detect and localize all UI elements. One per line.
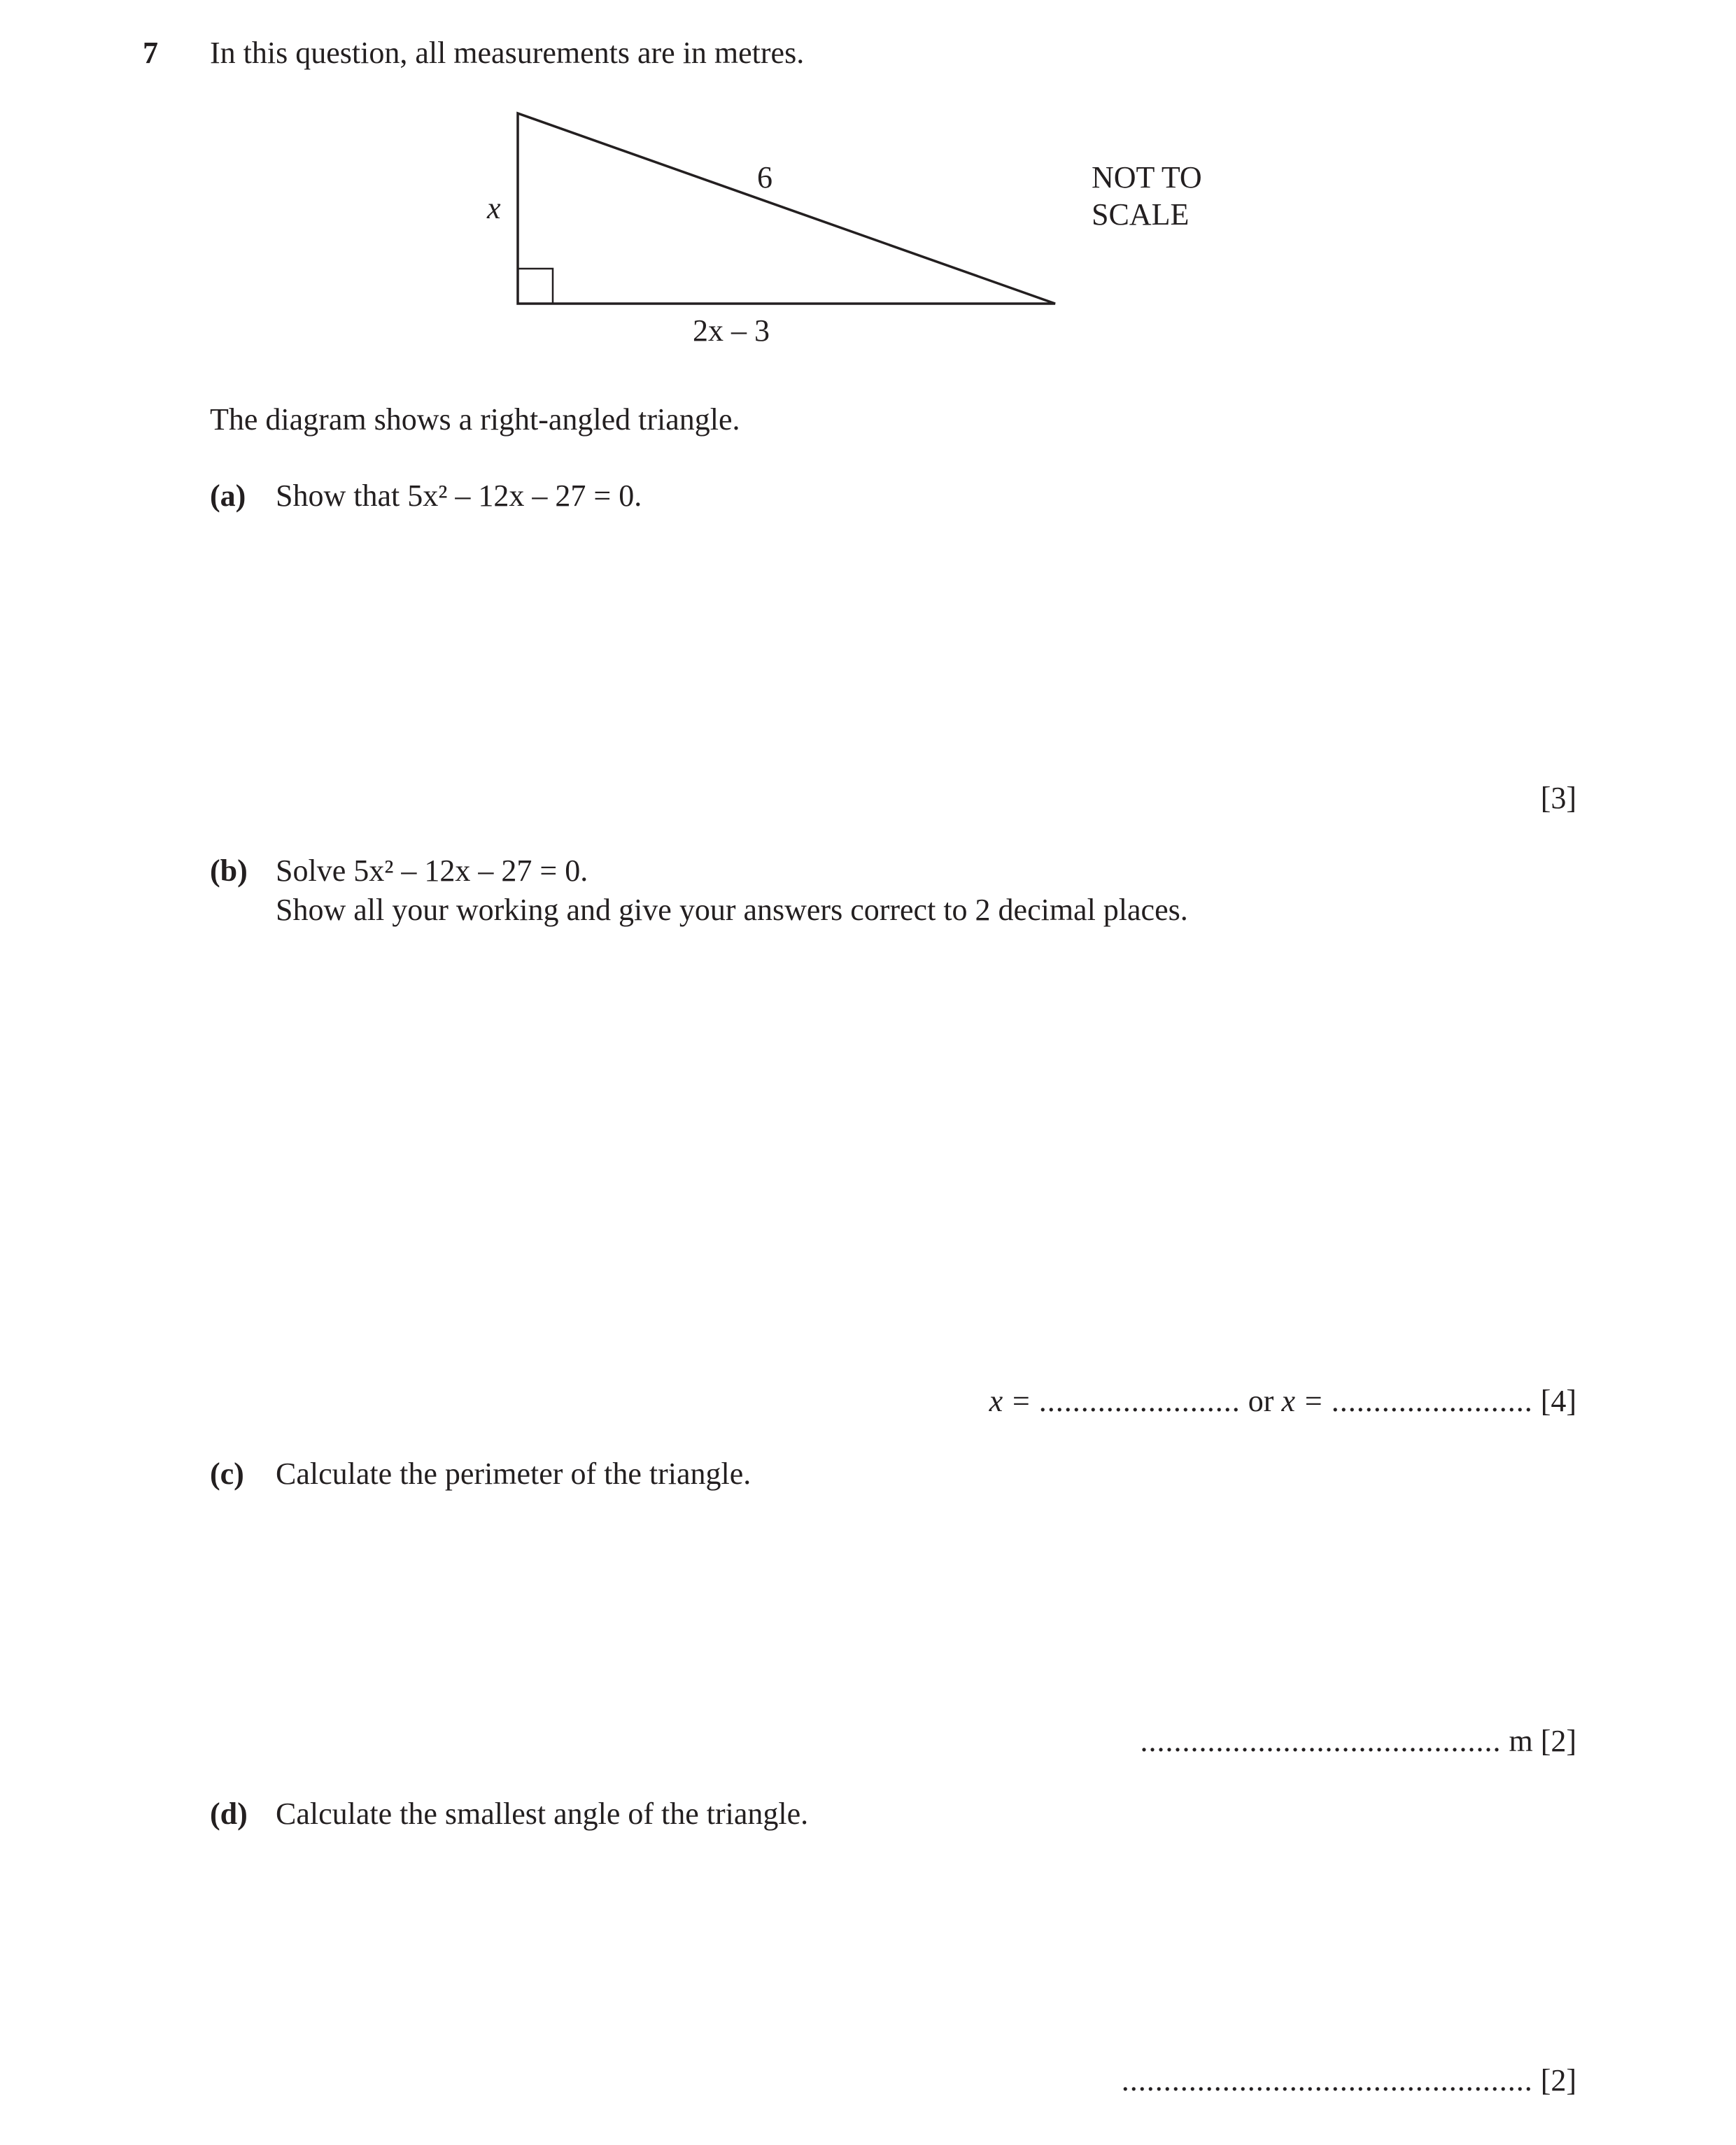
part-c-answer-line xyxy=(1140,1723,1576,1760)
right-triangle xyxy=(518,113,1055,304)
part-d-answer-line xyxy=(1122,2062,1576,2099)
answer-x-prefix-2: x = xyxy=(1281,1384,1324,1418)
triangle-diagram xyxy=(448,98,1287,364)
question-intro: In this question, all measurements are in metres. xyxy=(210,36,805,70)
part-a-text: Show that 5x² – 12x – 27 = 0. xyxy=(276,479,642,513)
hypotenuse-label: 6 xyxy=(757,160,772,194)
part-d-text: Calculate the smallest angle of the triangle. xyxy=(276,1797,809,1831)
base-label: 2x – 3 xyxy=(693,313,770,348)
vertical-side-label: x xyxy=(487,191,501,225)
not-to-scale-line1: NOT TO xyxy=(1092,160,1202,194)
part-c-marks: [2] xyxy=(1540,1724,1576,1758)
answer-or: or xyxy=(1248,1384,1274,1418)
part-d-marks: [2] xyxy=(1540,2063,1576,2097)
part-b-line1: Solve 5x² – 12x – 27 = 0. xyxy=(276,854,588,888)
part-b-line2: Show all your working and give your answers correct to 2 decimal places. xyxy=(276,893,1188,927)
question-number: 7 xyxy=(143,36,158,70)
answer-x-prefix-1: x = xyxy=(989,1384,1031,1418)
part-c xyxy=(210,1456,751,1492)
diagram-statement: The diagram shows a right-angled triangle. xyxy=(210,402,740,437)
answer-field-perimeter[interactable]: ........................................... xyxy=(1140,1724,1502,1758)
part-a-marks: [3] xyxy=(1540,781,1576,815)
answer-field-angle[interactable]: ................................................. xyxy=(1121,2063,1533,2097)
part-c-text: Calculate the perimeter of the triangle. xyxy=(276,1457,751,1491)
part-d xyxy=(210,1796,808,1832)
answer-field-x2[interactable]: ........................ xyxy=(1331,1384,1533,1418)
answer-field-x1[interactable]: ........................ xyxy=(1038,1384,1241,1418)
part-d-label: (d) xyxy=(210,1797,248,1831)
part-b xyxy=(210,853,588,889)
part-b-marks: [4] xyxy=(1540,1384,1576,1418)
part-c-label: (c) xyxy=(210,1457,244,1491)
not-to-scale-line2: SCALE xyxy=(1092,197,1190,232)
right-angle-marker xyxy=(518,269,553,304)
part-b-label: (b) xyxy=(210,854,248,888)
perimeter-unit: m xyxy=(1509,1724,1533,1758)
part-b-answer-line xyxy=(989,1383,1576,1420)
part-a xyxy=(210,478,642,514)
part-a-label: (a) xyxy=(210,479,246,513)
